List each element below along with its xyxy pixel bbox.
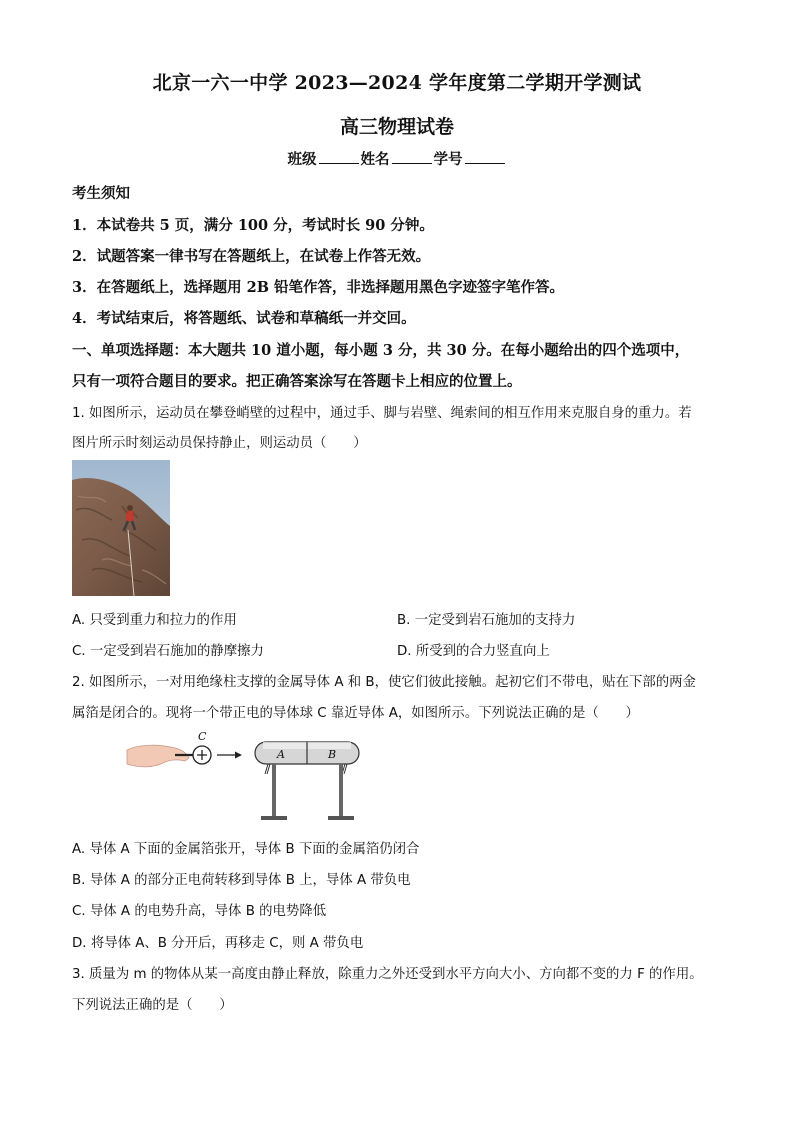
exam-title: 北京一六一中学 2023—2024 学年度第二学期开学测试 [152, 72, 642, 94]
note-item-2: 2．试题答案一律书写在答题纸上，在试卷上作答无效。 [72, 248, 431, 265]
notes-heading: 考生须知 [72, 185, 130, 202]
student-info-line [0, 148, 794, 169]
label-b: B [328, 748, 337, 761]
q1-text-line2: 图片所示时刻运动员保持静止，则运动员（ ） [72, 436, 367, 451]
climber-photo [72, 460, 170, 596]
q3-text-line2: 下列说法正确的是（ ） [72, 998, 233, 1013]
label-c: C [198, 730, 207, 743]
q1-option-b: B. 一定受到岩石施加的支持力 [397, 613, 576, 628]
section1-heading-line1: 一、单项选择题：本大题共 10 道小题，每小题 3 分，共 30 分。在每小题给出的四个选项中， [72, 342, 690, 359]
note-item-4: 4．考试结束后，将答题纸、试卷和草稿纸一并交回。 [72, 310, 416, 327]
exam-subtitle: 高三物理试卷 [339, 116, 454, 138]
section1-heading-line2: 只有一项符合题目的要求。把正确答案涂写在答题卡上相应的位置上。 [72, 373, 522, 390]
name-label: 姓名 [360, 151, 390, 168]
q2-option-d: D. 将导体 A、B 分开后，再移走 C，则 A 带负电 [72, 936, 364, 951]
q2-text-line1: 2. 如图所示，一对用绝缘柱支撑的金属导体 A 和 B，使它们彼此接触。起初它们不带电，贴在下部的两金 [72, 675, 696, 690]
arrow-icon [235, 752, 242, 759]
name-blank [392, 149, 432, 164]
q2-option-a: A. 导体 A 下面的金属箔张开，导体 B 下面的金属箔仍闭合 [72, 842, 420, 857]
q2-text-line2: 属箔是闭合的。现将一个带正电的导体球 C 靠近导体 A，如图所示。下列说法正确的是（ ） [72, 706, 639, 721]
class-label: 班级 [287, 151, 317, 168]
q1-option-c: C. 一定受到岩石施加的静摩擦力 [72, 644, 264, 659]
q2-option-b: B. 导体 A 的部分正电荷转移到导体 B 上，导体 A 带负电 [72, 873, 411, 888]
note-item-3: 3．在答题纸上，选择题用 2B 铅笔作答，非选择题用黑色字迹签字笔作答。 [72, 279, 565, 296]
conductor-diagram [125, 728, 370, 826]
q1-text-line1: 1. 如图所示，运动员在攀登峭壁的过程中，通过手、脚与岩壁、绳索间的相互作用来克服自身的重力。若 [72, 406, 692, 421]
q3-text-line1: 3. 质量为 m 的物体从某一高度由静止释放，除重力之外还受到水平方向大小、方向都不变的力 F 的作用。 [72, 967, 703, 982]
class-blank [319, 149, 359, 164]
note-item-1: 1．本试卷共 5 页，满分 100 分，考试时长 90 分钟。 [72, 217, 434, 234]
q2-option-c: C. 导体 A 的电势升高，导体 B 的电势降低 [72, 904, 327, 919]
number-blank [465, 149, 505, 164]
number-label: 学号 [433, 151, 463, 168]
label-a: A [277, 748, 285, 761]
q1-option-a: A. 只受到重力和拉力的作用 [72, 613, 237, 628]
q1-option-d: D. 所受到的合力竖直向上 [397, 644, 550, 659]
